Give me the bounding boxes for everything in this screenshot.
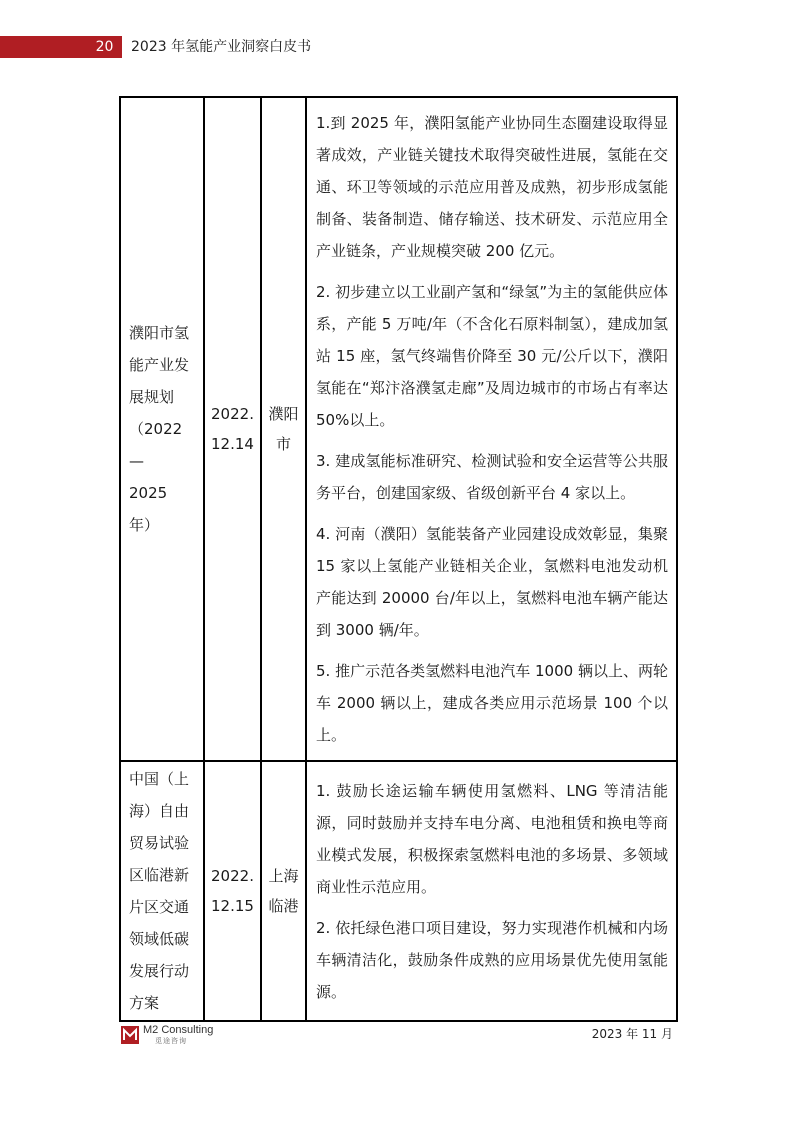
logo-text: M2 Consulting: [143, 1024, 214, 1036]
policy-content-cell: [306, 97, 677, 761]
m2-logo-icon: [121, 1026, 139, 1044]
region-line: 临港: [268, 897, 299, 915]
document-title: 2023 年氢能产业洞察白皮书: [131, 39, 312, 55]
region-cell: [261, 761, 306, 1021]
policy-content-cell: [306, 761, 677, 1021]
policy-item: 4. 河南（濮阳）氢能装备产业园建设成效彰显，集聚 15 家以上氢能产业链相关企业，氢燃料电池发动机产能达到 20000 台/年以上，氢燃料电池车辆产能达到 3000 辆/年。: [316, 525, 668, 639]
policy-name-line: 发展行动: [129, 962, 190, 980]
release-date-cell: [204, 761, 261, 1021]
region-line: 上海: [268, 867, 299, 885]
policy-name-line: 海）自由: [129, 802, 190, 820]
policy-item: 1.到 2025 年，濮阳氢能产业协同生态圈建设取得显著成效，产业链关键技术取得突破性进展，氢能在交通、环卫等领域的示范应用普及成熟，初步形成氢能制备、装备制造、储存输送、技术研发、示范应用全产业链条，产业规模突破 200 亿元。: [316, 114, 668, 260]
release-date-cell: [204, 97, 261, 761]
page-number: 20: [95, 39, 114, 55]
policy-name-line: 区临港新: [129, 866, 190, 884]
policy-table: [119, 96, 678, 1022]
region-line: 濮阳: [268, 405, 299, 423]
policy-item: 2. 初步建立以工业副产氢和“绿氢”为主的氢能供应体系，产能 5 万吨/年（不含化石原料制氢），建成加氢站 15 座，氢气终端售价降至 30 元/公斤以下，濮阳氢能在“郑汴洛濮氢走廊”及周边城市的市场占有率达 50%以上。: [316, 283, 668, 429]
logo-subtext: 觅途咨询: [155, 1037, 187, 1045]
policy-name-line: （2022—: [129, 420, 183, 470]
policy-name-cell: [120, 97, 204, 761]
company-logo: [121, 1024, 241, 1048]
policy-name-line: 能产业发: [129, 356, 190, 374]
table-row: [120, 97, 677, 761]
policy-name-line: 方案: [129, 994, 160, 1012]
policy-name-line: 展规划: [129, 388, 175, 406]
policy-item: 5. 推广示范各类氢燃料电池汽车 1000 辆以上、两轮车 2000 辆以上，建成各类应用示范场景 100 个以上。: [316, 662, 668, 744]
policy-name-line: 贸易试验: [129, 834, 190, 852]
policy-item: 2. 依托绿色港口项目建设，努力实现港作机械和内场车辆清洁化，鼓励条件成熟的应用场景优先使用氢能源。: [316, 918, 668, 1001]
policy-name-line: 片区交通: [129, 898, 190, 916]
policy-name-line: 濮阳市氢: [129, 324, 190, 342]
release-date-line: 2022.: [211, 867, 254, 885]
policy-item: 1. 鼓励长途运输车辆使用氢燃料、LNG 等清洁能源，同时鼓励并支持车电分离、电池租赁和换电等商业模式发展，积极探索氢燃料电池的多场景、多领域商业性示范应用。: [316, 781, 668, 896]
region-line: 市: [275, 435, 291, 453]
policy-name-cell: [120, 761, 204, 1021]
policy-name-line: 领域低碳: [129, 930, 190, 948]
footer-date: 2023 年 11 月: [591, 1027, 673, 1041]
policy-name-line: 中国（上: [129, 770, 190, 788]
table-row: [120, 761, 677, 1021]
policy-item: 3. 建成氢能标准研究、检测试验和安全运营等公共服务平台，创建国家级、省级创新平台 4 家以上。: [316, 452, 668, 502]
release-date-line: 12.15: [211, 897, 254, 915]
policy-name-line: 年）: [129, 516, 160, 534]
policy-name-line: 2025: [129, 484, 168, 502]
release-date-line: 12.14: [211, 435, 254, 453]
release-date-line: 2022.: [211, 405, 254, 423]
region-cell: [261, 97, 306, 761]
